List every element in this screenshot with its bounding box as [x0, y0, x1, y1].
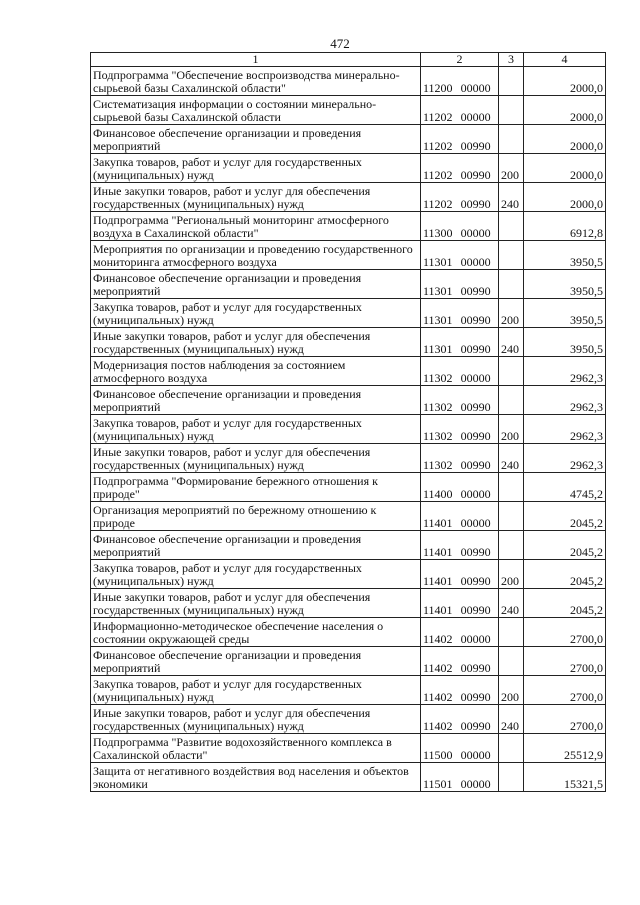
column-header-2: 2: [421, 53, 499, 67]
row-expense-type: 240: [499, 444, 524, 473]
table-row: [91, 241, 606, 270]
row-code-direction: 00990: [460, 197, 491, 211]
row-amount: 2000,0: [524, 125, 606, 154]
row-code: [421, 357, 499, 386]
table-row: [91, 183, 606, 212]
row-amount: 2000,0: [524, 183, 606, 212]
row-code-direction: 00990: [460, 429, 491, 443]
row-name: Подпрограмма "Формирование бережного отношения к природе": [91, 473, 421, 502]
row-code-program: 11302: [423, 400, 453, 414]
row-code: [421, 502, 499, 531]
row-name: Подпрограмма "Развитие водохозяйственного комплекса в Сахалинской области": [91, 734, 421, 763]
row-amount: 2000,0: [524, 96, 606, 125]
row-expense-type: [499, 67, 524, 96]
row-amount: 2962,3: [524, 444, 606, 473]
table-row: [91, 618, 606, 647]
row-name: Иные закупки товаров, работ и услуг для обеспечения государственных (муниципальных) нужд: [91, 183, 421, 212]
row-name: Подпрограмма "Региональный мониторинг атмосферного воздуха в Сахалинской области": [91, 212, 421, 241]
row-code-direction: 00000: [460, 516, 491, 530]
table-row: [91, 734, 606, 763]
row-code: [421, 299, 499, 328]
row-code: [421, 154, 499, 183]
row-code-direction: 00000: [460, 110, 491, 124]
row-code-direction: 00000: [460, 255, 491, 269]
row-code-direction: 00990: [460, 603, 491, 617]
row-name: Информационно-методическое обеспечение населения о состоянии окружающей среды: [91, 618, 421, 647]
row-code-direction: 00990: [460, 284, 491, 298]
row-code: [421, 734, 499, 763]
row-code-program: 11302: [423, 371, 453, 385]
column-header-1: 1: [91, 53, 421, 67]
row-expense-type: 240: [499, 183, 524, 212]
row-expense-type: [499, 763, 524, 792]
page-number: 472: [330, 36, 350, 51]
row-name: Закупка товаров, работ и услуг для государственных (муниципальных) нужд: [91, 154, 421, 183]
table-row: [91, 386, 606, 415]
row-amount: 2045,2: [524, 560, 606, 589]
row-code-program: 11501: [423, 777, 453, 791]
row-expense-type: [499, 618, 524, 647]
row-amount: 2045,2: [524, 589, 606, 618]
row-amount: 2962,3: [524, 386, 606, 415]
row-amount: 2962,3: [524, 415, 606, 444]
table-row: [91, 444, 606, 473]
row-code: [421, 444, 499, 473]
table-row: [91, 502, 606, 531]
row-code: [421, 618, 499, 647]
row-expense-type: 200: [499, 154, 524, 183]
row-name: Систематизация информации о состоянии минерально-сырьевой базы Сахалинской области: [91, 96, 421, 125]
row-code-program: 11401: [423, 516, 453, 530]
row-amount: 2700,0: [524, 705, 606, 734]
table-row: [91, 676, 606, 705]
row-code-program: 11402: [423, 661, 453, 675]
row-code-direction: 00000: [460, 371, 491, 385]
row-name: Иные закупки товаров, работ и услуг для обеспечения государственных (муниципальных) нужд: [91, 589, 421, 618]
row-code: [421, 560, 499, 589]
row-name: Закупка товаров, работ и услуг для государственных (муниципальных) нужд: [91, 415, 421, 444]
row-code: [421, 763, 499, 792]
row-name: Иные закупки товаров, работ и услуг для обеспечения государственных (муниципальных) нужд: [91, 444, 421, 473]
table-row: [91, 212, 606, 241]
row-amount: 4745,2: [524, 473, 606, 502]
row-code-program: 11301: [423, 313, 453, 327]
row-expense-type: [499, 96, 524, 125]
row-expense-type: 240: [499, 589, 524, 618]
row-expense-type: [499, 502, 524, 531]
row-code-program: 11302: [423, 458, 453, 472]
row-code-direction: 00990: [460, 661, 491, 675]
row-code-program: 11202: [423, 168, 453, 182]
row-code-program: 11401: [423, 603, 453, 617]
row-code-program: 11302: [423, 429, 453, 443]
row-code: [421, 328, 499, 357]
row-code-direction: 00000: [460, 632, 491, 646]
row-name: Организация мероприятий по бережному отношению к природе: [91, 502, 421, 531]
row-amount: 3950,5: [524, 241, 606, 270]
row-expense-type: [499, 647, 524, 676]
row-amount: 2700,0: [524, 647, 606, 676]
row-code: [421, 241, 499, 270]
row-name: Иные закупки товаров, работ и услуг для обеспечения государственных (муниципальных) нужд: [91, 328, 421, 357]
row-name: Финансовое обеспечение организации и проведения мероприятий: [91, 125, 421, 154]
row-expense-type: [499, 473, 524, 502]
table-row: [91, 270, 606, 299]
row-code-program: 11401: [423, 574, 453, 588]
row-code: [421, 270, 499, 299]
row-code-direction: 00990: [460, 168, 491, 182]
row-expense-type: 200: [499, 676, 524, 705]
row-code-program: 11301: [423, 284, 453, 298]
row-code-program: 11301: [423, 255, 453, 269]
row-code: [421, 415, 499, 444]
table-body: [91, 67, 606, 792]
row-name: Финансовое обеспечение организации и проведения мероприятий: [91, 386, 421, 415]
table-row: [91, 560, 606, 589]
row-code-program: 11301: [423, 342, 453, 356]
row-code-direction: 00000: [460, 748, 491, 762]
table-row: [91, 328, 606, 357]
row-name: Модернизация постов наблюдения за состоянием атмосферного воздуха: [91, 357, 421, 386]
row-code-program: 11401: [423, 545, 453, 559]
row-code: [421, 705, 499, 734]
row-name: Закупка товаров, работ и услуг для государственных (муниципальных) нужд: [91, 676, 421, 705]
row-code-direction: 00990: [460, 342, 491, 356]
row-code-direction: 00990: [460, 458, 491, 472]
row-name: Финансовое обеспечение организации и проведения мероприятий: [91, 647, 421, 676]
row-amount: 15321,5: [524, 763, 606, 792]
row-name: Финансовое обеспечение организации и проведения мероприятий: [91, 270, 421, 299]
row-name: Иные закупки товаров, работ и услуг для обеспечения государственных (муниципальных) нужд: [91, 705, 421, 734]
row-expense-type: 200: [499, 299, 524, 328]
row-code-direction: 00990: [460, 313, 491, 327]
row-expense-type: 240: [499, 705, 524, 734]
row-code: [421, 386, 499, 415]
row-amount: 25512,9: [524, 734, 606, 763]
row-amount: 3950,5: [524, 328, 606, 357]
table-row: [91, 125, 606, 154]
row-expense-type: 200: [499, 560, 524, 589]
row-code: [421, 473, 499, 502]
table-row: [91, 531, 606, 560]
table-row: [91, 299, 606, 328]
row-code-program: 11400: [423, 487, 453, 501]
row-code-direction: 00000: [460, 487, 491, 501]
row-code-program: 11402: [423, 690, 453, 704]
row-code-program: 11402: [423, 719, 453, 733]
row-code-program: 11402: [423, 632, 453, 646]
row-code: [421, 183, 499, 212]
row-name: Мероприятия по организации и проведению государственного мониторинга атмосферного воздуха: [91, 241, 421, 270]
row-amount: 2045,2: [524, 531, 606, 560]
row-code-direction: 00000: [460, 777, 491, 791]
table-row: [91, 589, 606, 618]
row-amount: 2700,0: [524, 618, 606, 647]
row-amount: 2000,0: [524, 67, 606, 96]
row-name: Закупка товаров, работ и услуг для государственных (муниципальных) нужд: [91, 560, 421, 589]
row-name: Защита от негативного воздействия вод населения и объектов экономики: [91, 763, 421, 792]
row-amount: 2000,0: [524, 154, 606, 183]
row-code: [421, 212, 499, 241]
table-row: [91, 154, 606, 183]
row-code-direction: 00990: [460, 690, 491, 704]
row-expense-type: 240: [499, 328, 524, 357]
row-amount: 3950,5: [524, 299, 606, 328]
row-code-program: 11300: [423, 226, 453, 240]
row-code: [421, 647, 499, 676]
row-code-direction: 00000: [460, 226, 491, 240]
row-amount: 3950,5: [524, 270, 606, 299]
row-expense-type: [499, 386, 524, 415]
row-code-direction: 00000: [460, 81, 491, 95]
table-row: [91, 763, 606, 792]
row-code-program: 11202: [423, 197, 453, 211]
row-code: [421, 67, 499, 96]
row-expense-type: [499, 125, 524, 154]
table-row: [91, 96, 606, 125]
row-code-program: 11202: [423, 139, 453, 153]
row-expense-type: [499, 734, 524, 763]
row-code-direction: 00990: [460, 545, 491, 559]
row-expense-type: [499, 212, 524, 241]
row-amount: 2700,0: [524, 676, 606, 705]
row-code: [421, 125, 499, 154]
row-code-direction: 00990: [460, 719, 491, 733]
table-row: [91, 415, 606, 444]
row-expense-type: [499, 531, 524, 560]
row-name: Финансовое обеспечение организации и проведения мероприятий: [91, 531, 421, 560]
table-row: [91, 705, 606, 734]
row-expense-type: [499, 357, 524, 386]
row-amount: 6912,8: [524, 212, 606, 241]
row-code: [421, 531, 499, 560]
row-code-direction: 00990: [460, 574, 491, 588]
row-code-program: 11202: [423, 110, 453, 124]
row-code: [421, 96, 499, 125]
row-code-direction: 00990: [460, 139, 491, 153]
row-expense-type: 200: [499, 415, 524, 444]
table-row: [91, 67, 606, 96]
row-name: Подпрограмма "Обеспечение воспроизводства минерально-сырьевой базы Сахалинской области": [91, 67, 421, 96]
row-code: [421, 676, 499, 705]
column-header-3: 3: [499, 53, 524, 67]
row-expense-type: [499, 241, 524, 270]
row-expense-type: [499, 270, 524, 299]
row-code-program: 11200: [423, 81, 453, 95]
row-name: Закупка товаров, работ и услуг для государственных (муниципальных) нужд: [91, 299, 421, 328]
row-amount: 2045,2: [524, 502, 606, 531]
row-amount: 2962,3: [524, 357, 606, 386]
row-code-direction: 00990: [460, 400, 491, 414]
table-row: [91, 647, 606, 676]
row-code: [421, 589, 499, 618]
column-header-4: 4: [524, 53, 606, 67]
table-row: [91, 357, 606, 386]
row-code-program: 11500: [423, 748, 453, 762]
table-header-row: [91, 53, 606, 67]
table-row: [91, 473, 606, 502]
budget-table: [90, 52, 606, 792]
